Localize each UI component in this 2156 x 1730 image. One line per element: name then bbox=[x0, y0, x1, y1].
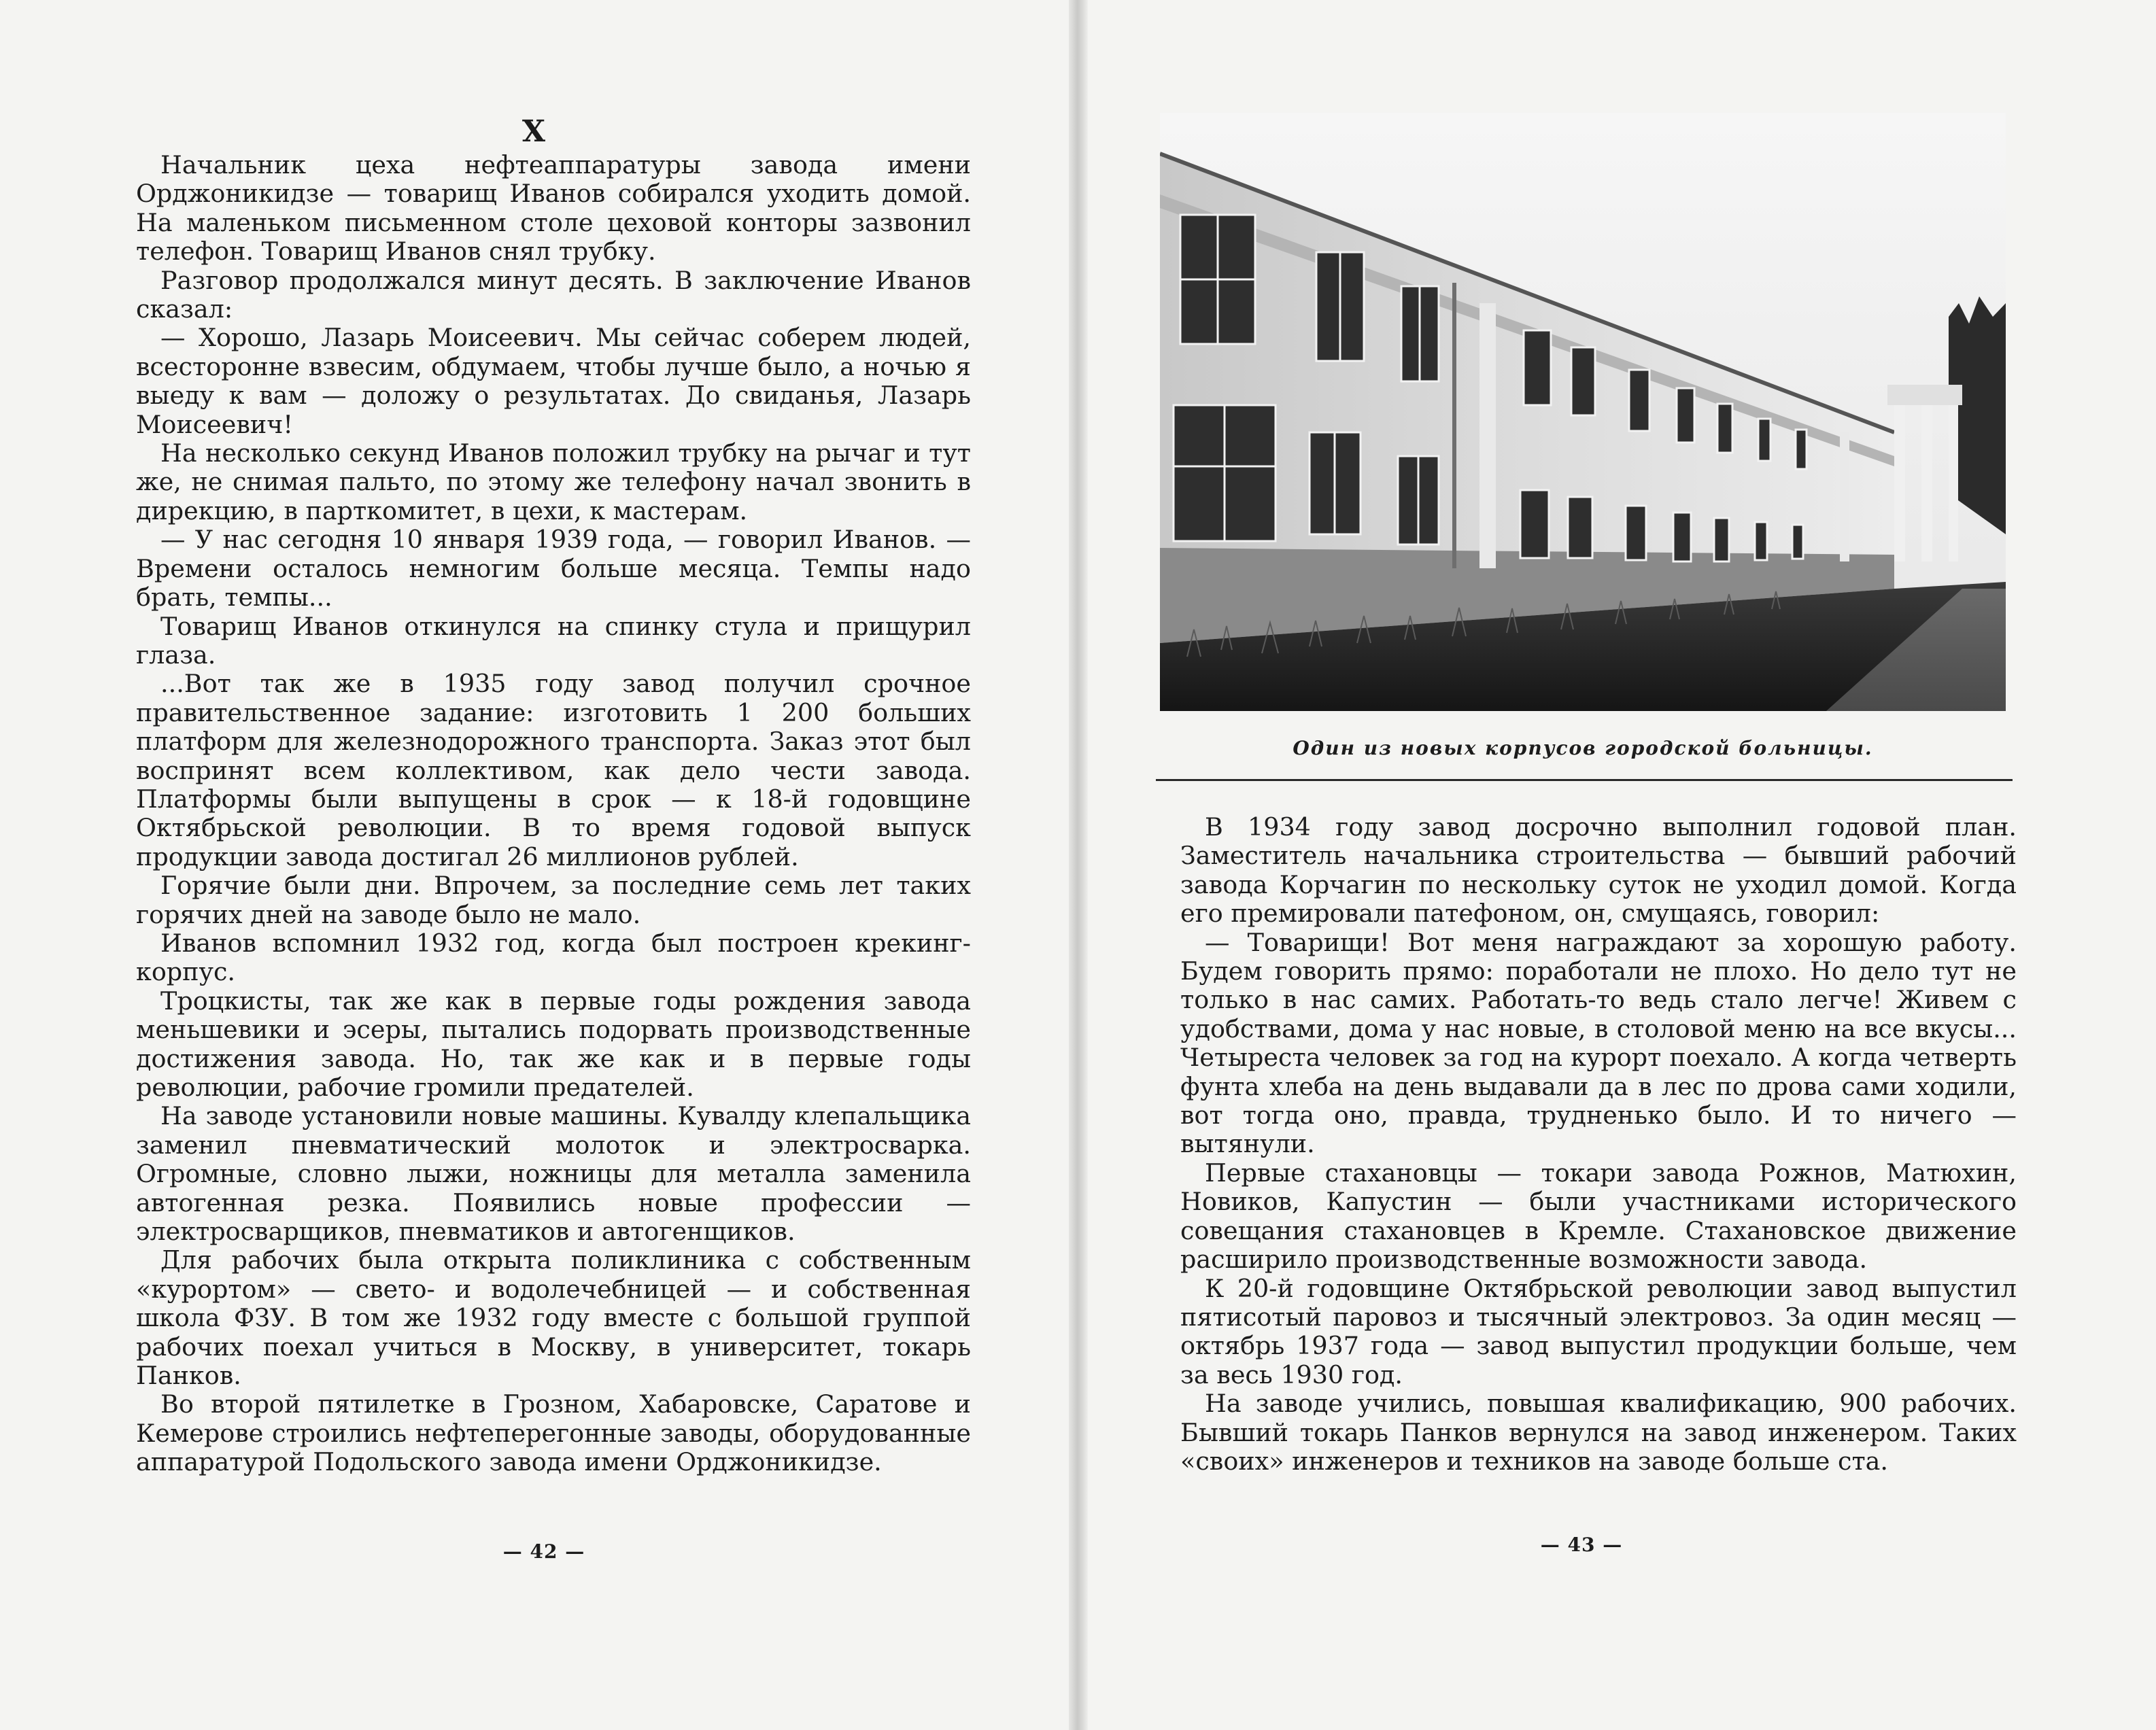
paragraph: К 20-й годовщине Октябрьской революции завод выпустил пятисотый паровоз и тысячный электровоз. За один месяц — октябрь 1937 года — завод выпустил продукции больше, чем за весь 1930 год. bbox=[1180, 1273, 2017, 1389]
page-number: — 42 — bbox=[502, 1540, 585, 1563]
paragraph: Троцкисты, так же как в первые годы рождения завода меньшевики и эсеры, пытались подорвать производственные достижения завода. Но, так же как и в первые годы революции, рабочие громили предателей. bbox=[136, 986, 971, 1102]
paragraph: Товарищ Иванов откинулся на спинку стула и прищурил глаза. bbox=[136, 611, 971, 670]
hospital-building-photo bbox=[1160, 113, 2006, 711]
left-page bbox=[0, 0, 1069, 1730]
chapter-number: X bbox=[521, 114, 547, 149]
paragraph: В 1934 году завод досрочно выполнил годовой план. Заместитель начальника строительства — бывший рабочий завода Корчагин по нескольку суток не уходил домой. Когда его премировали патефоном, он, смущаясь, говорил: bbox=[1180, 812, 2017, 929]
caption-divider bbox=[1156, 779, 2013, 781]
paragraph: ...Вот так же в 1935 году завод получил срочное правительственное задание: изготовить 1 200 больших платформ для железнодорожного транспорта. Заказ этот был воспринят всем коллективом, как дело чести завода. Платформы были выпущены в срок — к 18-й годовщине Октябрьской революции. В то время годовой выпуск продукции завода достигал 26 миллионов рублей. bbox=[136, 669, 971, 871]
paragraph: Для рабочих была открыта поликлиника с собственным «курортом» — свето- и водолечебницей — и собственная школа ФЗУ. В том же 1932 году вместе с большой группой рабочих поехал учиться в Москву, в университет, токарь Панков. bbox=[136, 1245, 971, 1391]
paragraph: На заводе установили новые машины. Кувалду клепальщика заменил пневматический молоток и электросварка. Огромные, словно лыжи, ножницы для металла заменила автогенная резка. Появились новые профессии — электросварщиков, пневматиков и автогенщиков. bbox=[136, 1101, 971, 1247]
paragraph: — Товарищи! Вот меня награждают за хорошую работу. Будем говорить прямо: поработали не плохо. Но дело тут не только в нас самих. Работать-то ведь стало легче! Живем с удобствами, дома у нас новые, в столовой меню на все вкусы... Четыреста человек за год на курорт поехало. А когда четверть фунта хлеба на день выдавали да в лес по дрова сами ходили, вот тогда оно, правда, трудненько было. И то ничего — вытянули. bbox=[1180, 927, 2017, 1159]
left-page-text bbox=[136, 151, 971, 1477]
paragraph: На заводе учились, повышая квалификацию, 900 рабочих. Бывший токарь Панков вернулся на завод инженером. Таких «своих» инженеров и техников на заводе больше ста. bbox=[1180, 1389, 2017, 1476]
book-gutter bbox=[1069, 0, 1088, 1730]
page-number: — 43 — bbox=[1540, 1534, 1623, 1556]
paragraph: На несколько секунд Иванов положил трубку на рычаг и тут же, не снимая пальто, по этому же телефону начал звонить в дирекцию, в парткомитет, в цехи, к мастерам. bbox=[136, 438, 971, 525]
paragraph: — Хорошо, Лазарь Моисеевич. Мы сейчас соберем людей, всесторонне взвесим, обдумаем, чтобы лучше было, а ночью я выеду к вам — доложу о результатах. До свиданья, Лазарь Моисеевич! bbox=[136, 323, 971, 439]
right-page-text bbox=[1180, 813, 2017, 1476]
paragraph: Начальник цеха нефтеаппаратуры завода имени Орджоникидзе — товарищ Иванов собирался уходить домой. На маленьком письменном столе цеховой конторы зазвонил телефон. Товарищ Иванов снял трубку. bbox=[136, 150, 971, 266]
paragraph: Иванов вспомнил 1932 год, когда был построен крекинг-корпус. bbox=[136, 928, 971, 987]
paragraph: — У нас сегодня 10 января 1939 года, — говорил Иванов. — Времени осталось немногим больше месяца. Темпы надо брать, темпы... bbox=[136, 525, 971, 612]
paragraph: Разговор продолжался минут десять. В заключение Иванов сказал: bbox=[136, 265, 971, 324]
paragraph: Горячие были дни. Впрочем, за последние семь лет таких горячих дней на заводе было не мало. bbox=[136, 871, 971, 929]
photo-caption: Один из новых корпусов городской больницы. bbox=[1293, 737, 1873, 759]
paragraph: Первые стахановцы — токари завода Рожнов, Матюхин, Новиков, Капустин — были участниками исторического совещания стахановцев в Кремле. Стахановское движение расширило производственные возможности завода. bbox=[1180, 1158, 2017, 1275]
paragraph: Во второй пятилетке в Грозном, Хабаровске, Саратове и Кемерове строились нефтеперегонные заводы, оборудованные аппаратурой Подольского завода имени Орджоникидзе. bbox=[136, 1389, 971, 1477]
